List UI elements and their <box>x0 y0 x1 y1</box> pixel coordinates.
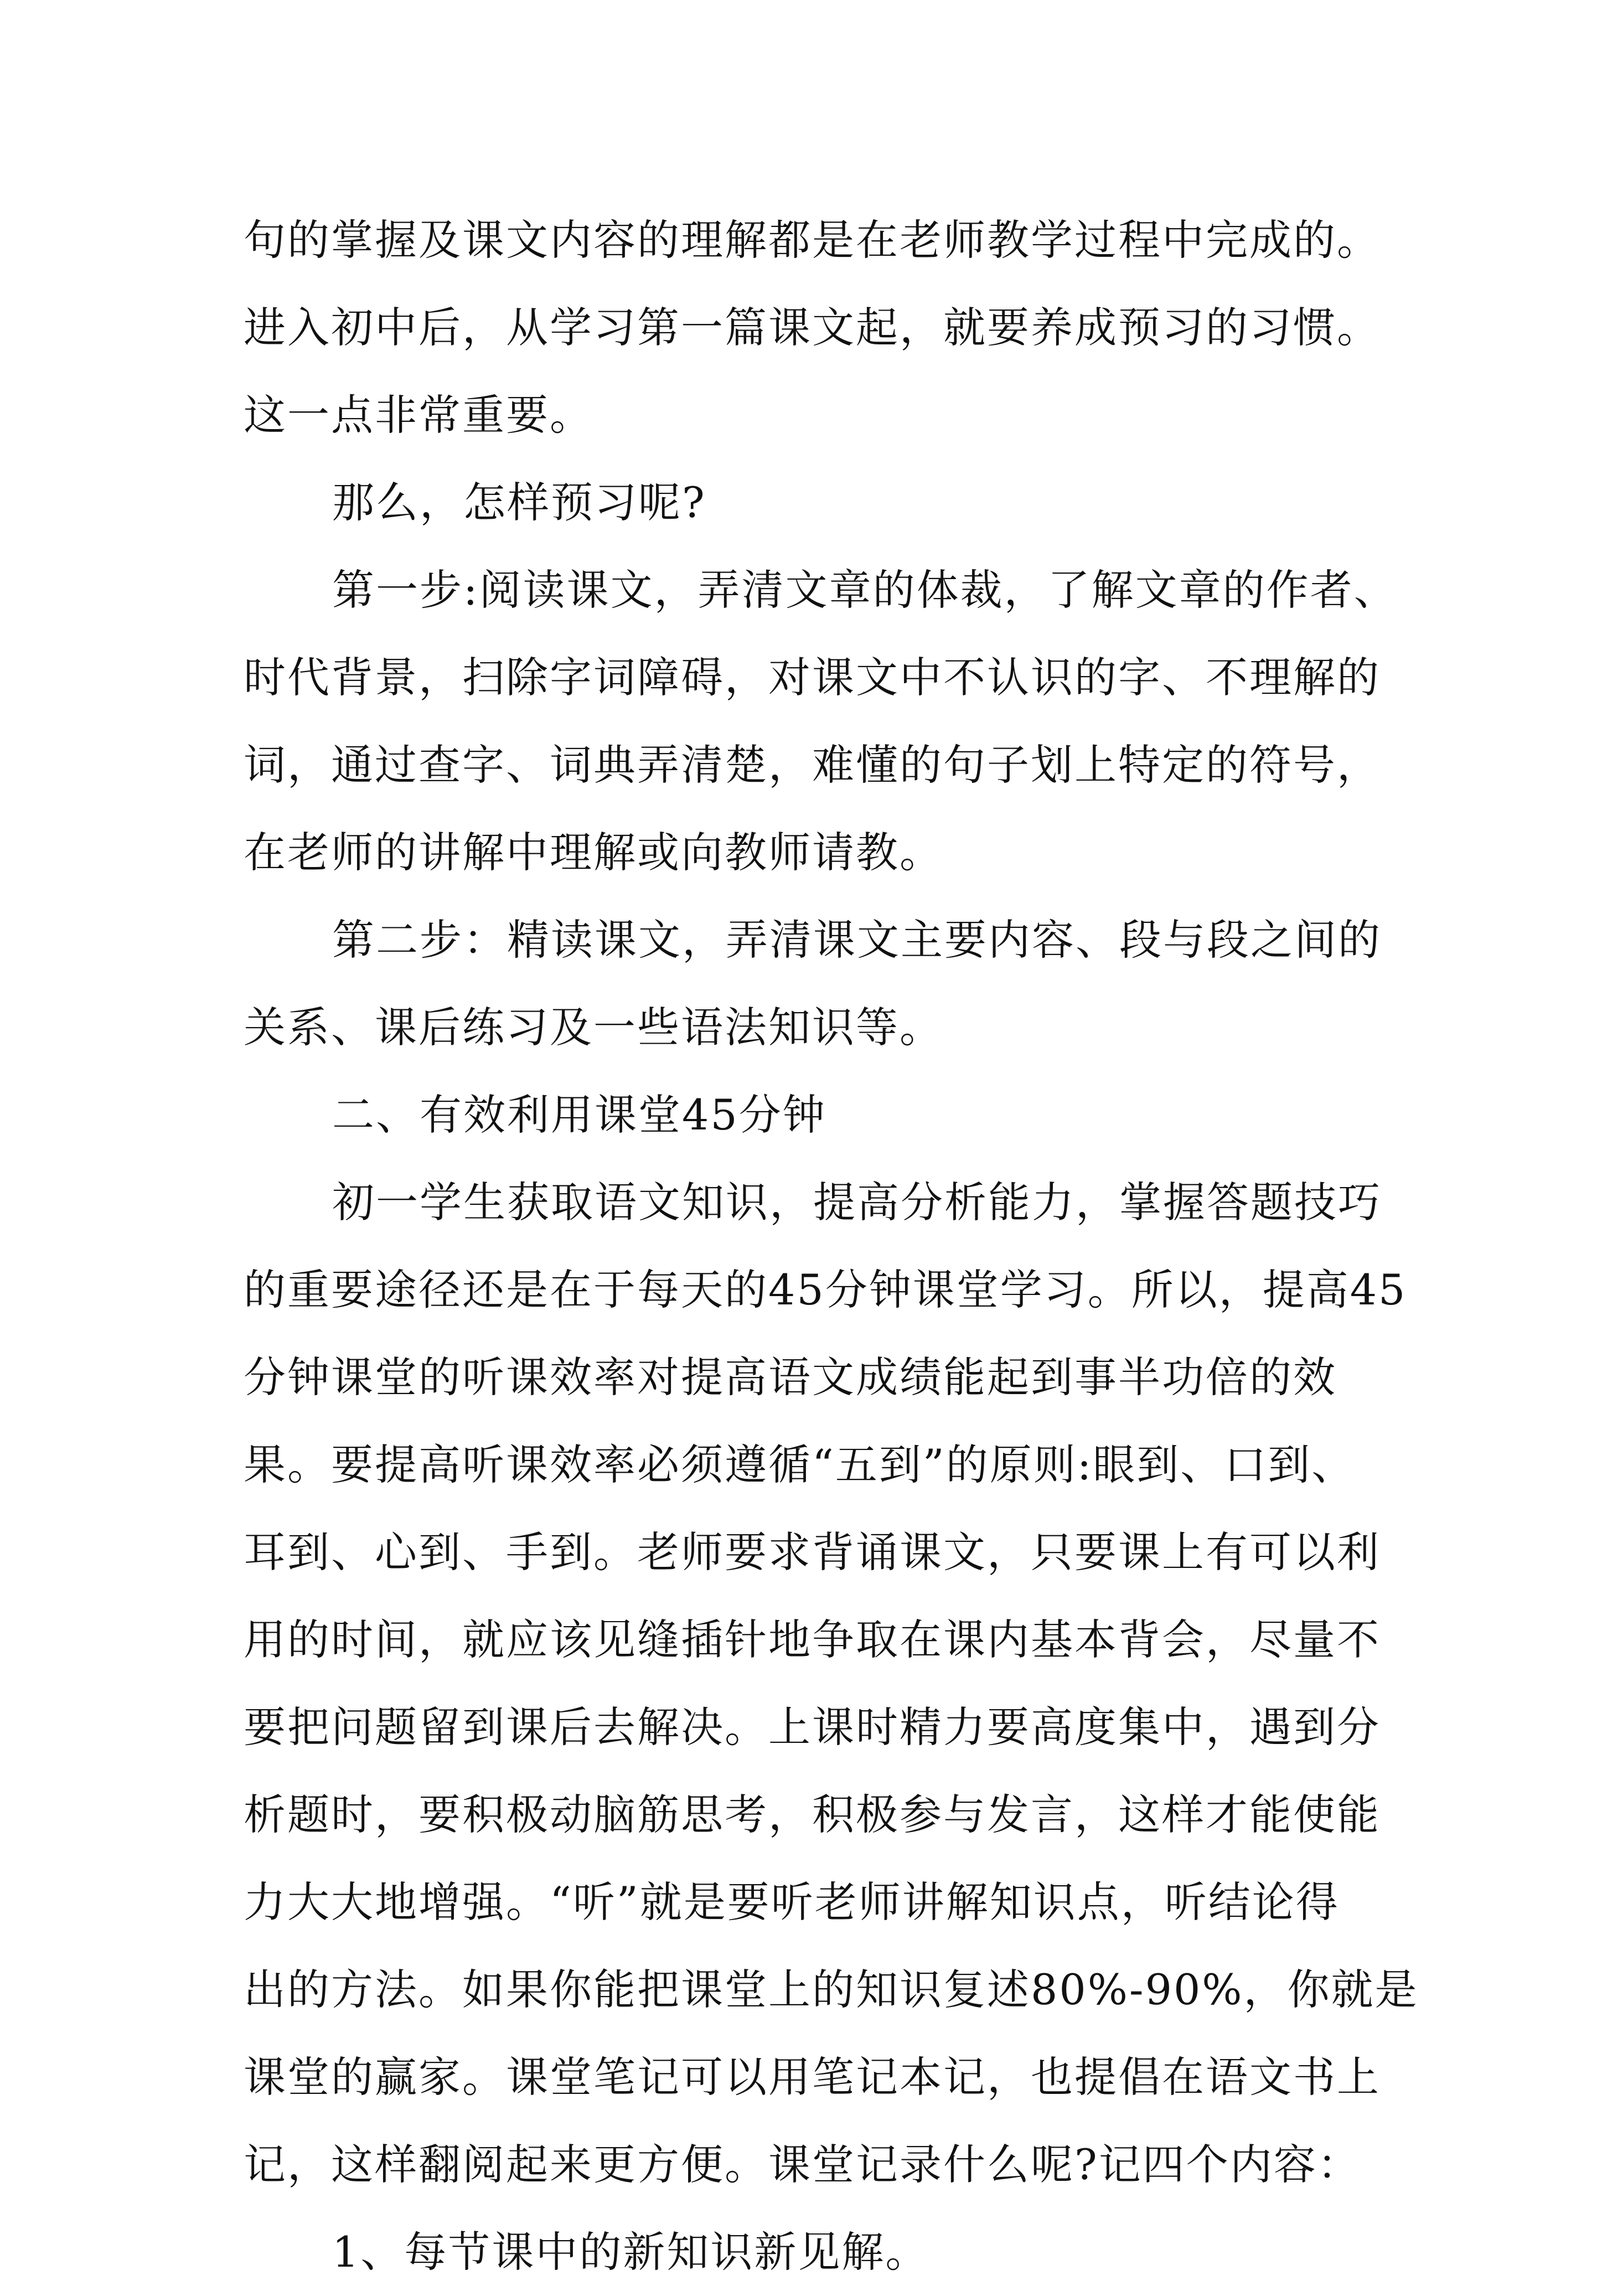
text-line: 分钟课堂的听课效率对提高语文成绩能起到事半功倍的效 <box>244 1353 1337 1402</box>
text-line: 课堂的赢家。课堂笔记可以用笔记本记，也提倡在语文书上 <box>244 2052 1381 2102</box>
text-line: 进入初中后，从学习第一篇课文起，就要养成预习的习惯。 <box>244 303 1381 352</box>
text-line: 初一学生获取语文知识，提高分析能力，掌握答题技巧 <box>332 1178 1382 1227</box>
text-line: 在老师的讲解中理解或向教师请教。 <box>244 828 943 877</box>
text-line: 句的掌握及课文内容的理解都是在老师教学过程中完成的。 <box>244 215 1381 265</box>
text-line: 要把问题留到课后去解决。上课时精力要高度集中，遇到分 <box>244 1702 1381 1752</box>
text-line: 力大大地增强。“听”就是要听老师讲解知识点，听结论得 <box>244 1877 1340 1927</box>
text-line: 词，通过查字、词典弄清楚，难懂的句子划上特定的符号， <box>244 740 1381 790</box>
text-line: 关系、课后练习及一些语法知识等。 <box>244 1003 943 1052</box>
text-line: 这一点非常重要。 <box>244 390 593 440</box>
text-line: 时代背景，扫除字词障碍，对课文中不认识的字、不理解的 <box>244 653 1381 702</box>
text-line: 耳到、心到、手到。老师要求背诵课文，只要课上有可以利 <box>244 1528 1381 1577</box>
text-line: 记，这样翻阅起来更方便。课堂记录什么呢?记四个内容： <box>244 2140 1361 2189</box>
text-line: 的重要途径还是在于每天的45分钟课堂学习。所以，提高45 <box>244 1265 1407 1314</box>
text-line: 用的时间，就应该见缝插针地争取在课内基本背会，尽量不 <box>244 1615 1381 1664</box>
body-text <box>244 197 1419 2296</box>
text-line: 出的方法。如果你能把课堂上的知识复述80%-90%，你就是 <box>244 1965 1419 2014</box>
section-heading: 二、有效利用课堂45分钟 <box>332 1090 826 1139</box>
text-line: 那么，怎样预习呢? <box>332 478 706 527</box>
text-line: 第一步:阅读课文，弄清文章的体裁，了解文章的作者、 <box>332 565 1398 615</box>
list-item: 1、每节课中的新知识新见解。 <box>332 2227 929 2277</box>
text-line: 第二步：精读课文，弄清课文主要内容、段与段之间的 <box>332 915 1382 964</box>
text-line: 析题时，要积极动脑筋思考，积极参与发言，这样才能使能 <box>244 1790 1381 1839</box>
text-line: 果。要提高听课效率必须遵循“五到”的原则:眼到、口到、 <box>244 1440 1356 1489</box>
